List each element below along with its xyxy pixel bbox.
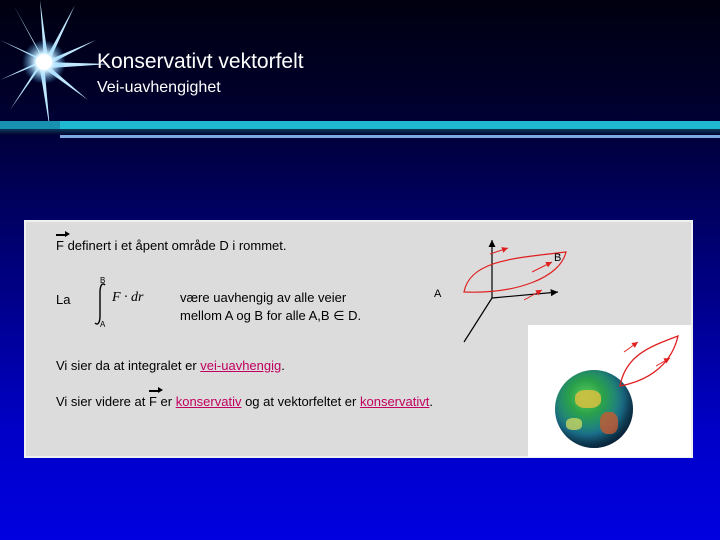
header-divider-line xyxy=(60,135,720,138)
conclusion-line-2 xyxy=(56,394,433,409)
earth-closed-path xyxy=(620,336,678,386)
header-accent-bar xyxy=(0,121,720,129)
link-konservativt[interactable]: konservativt xyxy=(359,394,430,409)
vector-f-symbol: F xyxy=(56,238,64,253)
earth-continent xyxy=(600,412,618,434)
integral-body: F · dr xyxy=(112,290,144,305)
conclusion-2-mid: er xyxy=(156,394,176,409)
definition-line xyxy=(56,238,287,253)
conclusion-1-end: . xyxy=(281,358,285,373)
point-b-label: B xyxy=(554,252,562,264)
starburst-logo xyxy=(0,0,110,130)
point-a-label: A xyxy=(434,288,442,300)
link-konservativ[interactable]: konservativ xyxy=(175,394,242,409)
path-independence-line-2 xyxy=(180,308,361,324)
line2-domain: D. xyxy=(348,308,362,323)
element-of-symbol: ∈ xyxy=(333,309,345,324)
integral-upper-limit: B xyxy=(100,276,106,285)
slide-subtitle: Vei-uavhengighet xyxy=(97,79,221,96)
integral-lower-limit: A xyxy=(100,320,106,329)
conclusion-2-end: . xyxy=(429,394,433,409)
path-independence-line-1: være uavhengig av alle veier xyxy=(180,290,347,305)
line-integral-formula xyxy=(94,276,164,332)
conclusion-1-text: Vi sier da at integralet er xyxy=(56,358,201,373)
conclusion-2-text: Vi sier videre at xyxy=(56,394,149,409)
vector-f-symbol-2: F xyxy=(148,394,157,409)
earth-continent xyxy=(566,418,582,430)
earth-continent xyxy=(575,390,601,408)
conclusion-line-1 xyxy=(56,358,285,373)
line2-text: mellom A og B for alle A,B xyxy=(180,308,330,323)
definition-text: definert i et åpent område D i rommet. xyxy=(67,238,287,253)
earth-path-diagram xyxy=(612,332,688,392)
closed-path-curve xyxy=(464,252,566,292)
link-vei-uavhengig[interactable]: vei-uavhengig xyxy=(200,358,282,373)
la-label: La xyxy=(56,292,71,307)
header-accent-bar-left xyxy=(0,121,60,129)
slide-title: Konservativt vektorfelt xyxy=(97,50,304,73)
conclusion-2-mid2: og at vektorfeltet er xyxy=(241,394,360,409)
